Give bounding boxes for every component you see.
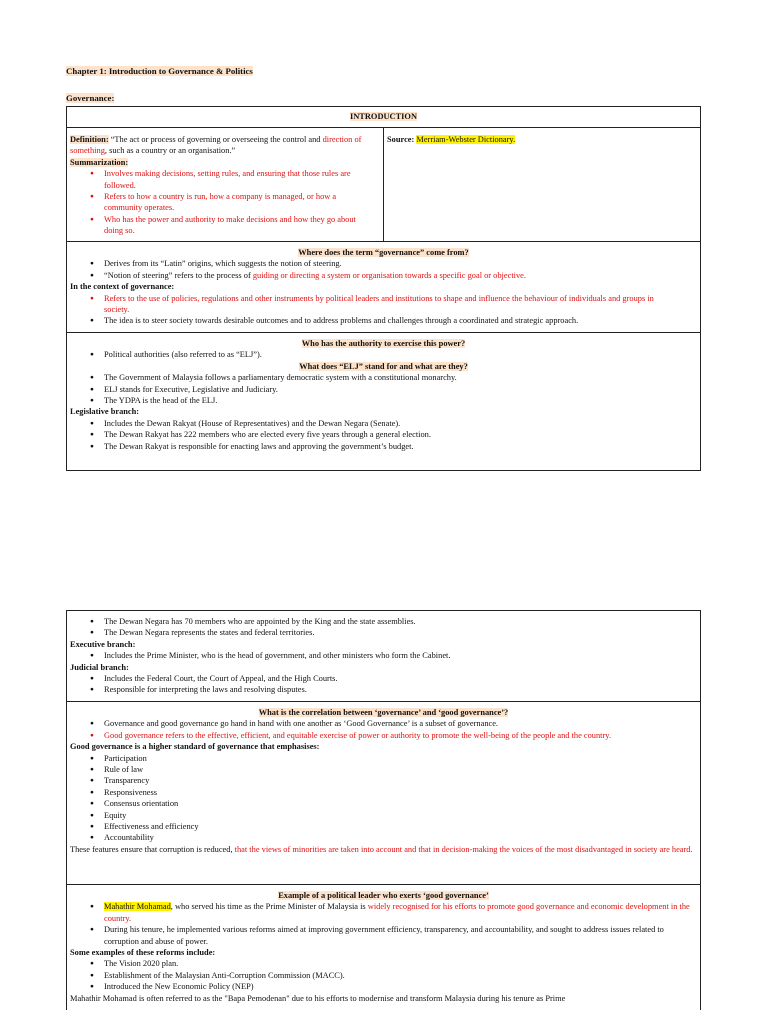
list-item: ● Responsiveness bbox=[70, 787, 697, 798]
context-label: In the context of governance: bbox=[70, 282, 175, 292]
correlation-row bbox=[67, 702, 700, 885]
origin-title: Where does the term “governance” come from? bbox=[298, 248, 469, 257]
list-item: ● Includes the Dewan Rakyat (House of Representatives) and the Dewan Negara (Senate). bbox=[70, 418, 697, 429]
example-list bbox=[70, 901, 697, 947]
list-item: ● The Dewan Negara represents the states and federal territories. bbox=[70, 627, 697, 638]
judicial-list bbox=[70, 673, 697, 696]
list-item: ● Includes the Prime Minister, who is the head of government, and other ministers who form the Cabinet. bbox=[70, 650, 697, 661]
origin-list bbox=[70, 258, 697, 281]
definition-text: Definition: “The act or process of governing or overseeing the control and direction of something, such as a country or an organisation.” bbox=[70, 135, 362, 156]
list-item: ● Introduced the New Economic Policy (NEP) bbox=[70, 981, 697, 992]
reforms-label: Some examples of these reforms include: bbox=[70, 948, 216, 958]
list-item: ● Effectiveness and efficiency bbox=[70, 821, 697, 832]
source-label: Source: bbox=[387, 135, 415, 144]
reforms-list bbox=[70, 958, 697, 992]
emphasis-list bbox=[70, 753, 697, 844]
example-row bbox=[67, 885, 700, 1006]
legislative-label: Legislative branch: bbox=[70, 407, 140, 417]
judicial-label: Judicial branch: bbox=[70, 662, 129, 672]
summarization-label: Summarization: bbox=[70, 157, 129, 167]
summary-list bbox=[70, 168, 380, 236]
definition-row bbox=[67, 128, 700, 242]
list-item: ● Participation bbox=[70, 753, 697, 764]
features-text: These features ensure that corruption is reduced, that the views of minorities are taken into account and that in decision-making the voices of the most disadvantaged in society are heard. bbox=[70, 844, 693, 854]
branches-row bbox=[67, 611, 700, 702]
list-item: ● Refers to the use of policies, regulations and other instruments by political leaders and institutions to shape and influence the behaviour of individuals and groups in society. bbox=[70, 293, 697, 316]
list-item: ● The Dewan Negara has 70 members who are appointed by the King and the state assemblies. bbox=[70, 616, 697, 627]
governance-label: Governance: bbox=[66, 93, 115, 103]
page1-table bbox=[66, 106, 701, 471]
list-item: ● Equity bbox=[70, 810, 697, 821]
list-item: ● Mahathir Mohamad, who served his time as the Prime Minister of Malaysia is widely recognised for his efforts to promote good governance and economic development in the country. bbox=[70, 901, 697, 924]
correlation-list bbox=[70, 718, 697, 741]
list-item: ● Rule of law bbox=[70, 764, 697, 775]
intro-header: INTRODUCTION bbox=[67, 107, 700, 128]
list-item: ● Establishment of the Malaysian Anti-Corruption Commission (MACC). bbox=[70, 970, 697, 981]
origin-row bbox=[67, 242, 700, 333]
list-item: ● Who has the power and authority to make decisions and how they go about doing so. bbox=[70, 214, 380, 237]
list-item: ● Transparency bbox=[70, 775, 697, 786]
authority-title: Who has the authority to exercise this power? bbox=[301, 339, 466, 348]
example-title: Example of a political leader who exerts ‘good governance’ bbox=[278, 891, 489, 900]
list-item: ● The Government of Malaysia follows a parliamentary democratic system with a constitutional monarchy. bbox=[70, 372, 697, 383]
list-item: ● Involves making decisions, setting rules, and ensuring that those rules are followed. bbox=[70, 168, 380, 191]
elj-list bbox=[70, 372, 697, 406]
list-item: ● The Dewan Rakyat has 222 members who are elected every five years through a general election. bbox=[70, 429, 697, 440]
list-item: ● Refers to how a country is run, how a company is managed, or how a community operates. bbox=[70, 191, 380, 214]
list-item: ● Governance and good governance go hand in hand with one another as ‘Good Governance’ is a subset of governance. bbox=[70, 718, 697, 729]
list-item: ● Responsible for interpreting the laws and resolving disputes. bbox=[70, 684, 697, 695]
correlation-title: What is the correlation between ‘governance’ and ‘good governance’? bbox=[258, 708, 509, 717]
elj-title: What does “ELJ” stand for and what are they? bbox=[299, 361, 468, 371]
list-item: ● The Vision 2020 plan. bbox=[70, 958, 697, 969]
authority-row bbox=[67, 333, 700, 454]
list-item: ● The idea is to steer society towards desirable outcomes and to address problems and challenges through a coordinated and strategic approach. bbox=[70, 315, 697, 326]
list-item: ● ELJ stands for Executive, Legislative and Judiciary. bbox=[70, 384, 697, 395]
emphasis-label: Good governance is a higher standard of governance that emphasises: bbox=[70, 742, 320, 752]
authority-list bbox=[70, 349, 697, 360]
list-item: ● Accountability bbox=[70, 832, 697, 843]
closing-text: Mahathir Mohamad is often referred to as the "Bapa Pemodenan" due to his efforts to modernise and transform Malaysia during his tenure as Prime bbox=[70, 993, 566, 1003]
list-item: ● Derives from its “Latin” origins, which suggests the notion of steering. bbox=[70, 258, 697, 269]
list-item: ● The YDPA is the head of the ELJ. bbox=[70, 395, 697, 406]
chapter-title: Chapter 1: Introduction to Governance & Politics bbox=[66, 66, 253, 76]
negara-list bbox=[70, 616, 697, 639]
page2-table bbox=[66, 610, 701, 1010]
executive-list bbox=[70, 650, 697, 661]
leader-name: Mahathir Mohamad bbox=[104, 902, 171, 912]
list-item: ● Good governance refers to the effective, efficient, and equitable exercise of power or authority to promote the well-being of the people and the country. bbox=[70, 730, 697, 741]
list-item: ● The Dewan Rakyat is responsible for enacting laws and approving the government’s budget. bbox=[70, 441, 697, 452]
list-item: ● “Notion of steering” refers to the process of guiding or directing a system or organisation towards a specific goal or objective. bbox=[70, 270, 697, 281]
context-list bbox=[70, 293, 697, 327]
executive-label: Executive branch: bbox=[70, 639, 136, 649]
list-item: ● Includes the Federal Court, the Court of Appeal, and the High Courts. bbox=[70, 673, 697, 684]
list-item: ● During his tenure, he implemented various reforms aimed at improving government efficiency, transparency, and accountability, and sought to address issues related to corruption and abuse of power. bbox=[70, 924, 697, 947]
legislative-list bbox=[70, 418, 697, 452]
list-item: ● Consensus orientation bbox=[70, 798, 697, 809]
definition-cell bbox=[67, 128, 384, 241]
source-value: Merriam-Webster Dictionary. bbox=[416, 135, 516, 144]
source-cell bbox=[384, 128, 700, 241]
list-item: ● Political authorities (also referred to as “ELJ”). bbox=[70, 349, 697, 360]
